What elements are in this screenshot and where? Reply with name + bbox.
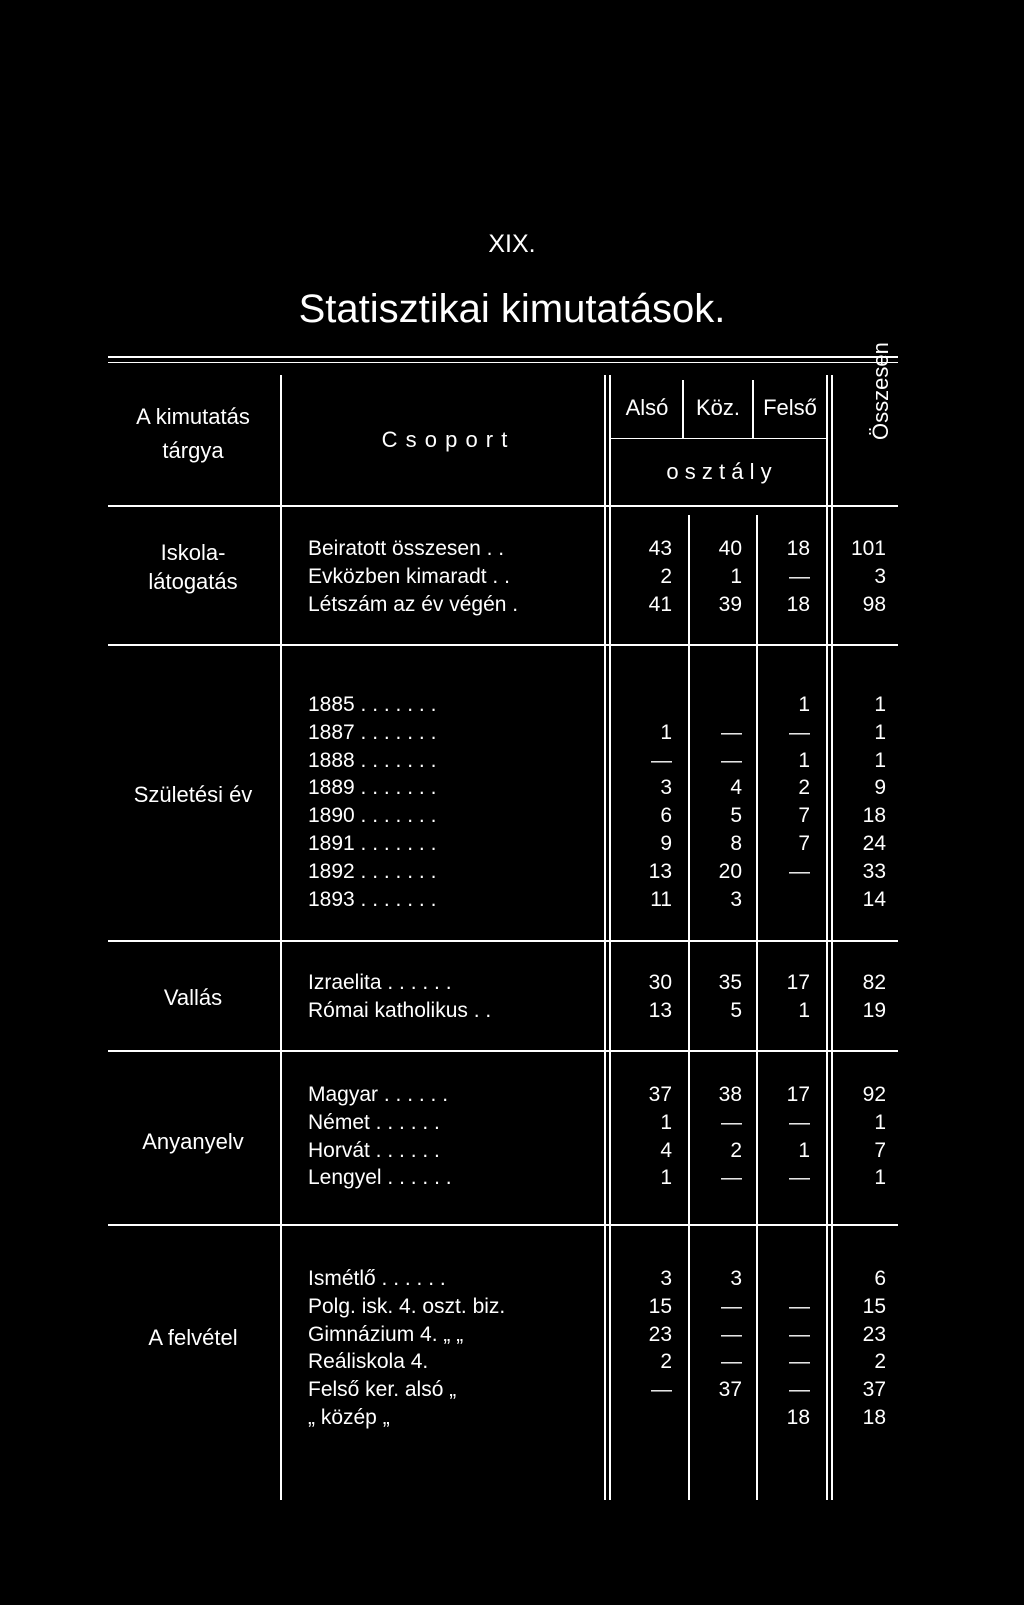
cell-felso: — — [789, 1294, 810, 1318]
page-number: XIX. — [488, 230, 536, 258]
header-group: C s o p o r t — [381, 427, 509, 452]
cell-total: 1 — [874, 693, 886, 716]
row-label: „ közép „ — [308, 1406, 390, 1429]
cell-koz: — — [721, 1350, 742, 1374]
cell-koz: 3 — [730, 1267, 742, 1290]
cell-total: 19 — [862, 998, 886, 1022]
section-rule — [108, 1050, 898, 1052]
row-label: Római katholikus . . — [308, 998, 492, 1022]
cell-total: 3 — [874, 564, 886, 588]
cell-total: 18 — [862, 1406, 886, 1429]
cell-total: 7 — [874, 1138, 886, 1162]
table-row — [0, 1293, 1024, 1321]
cell-also: 41 — [648, 592, 672, 616]
cell-felso: — — [789, 859, 810, 883]
row-label: 1889 . . . . . . . — [308, 776, 437, 800]
table-row — [0, 1109, 1024, 1137]
cell-felso: — — [789, 1378, 810, 1402]
cell-felso: — — [789, 1322, 810, 1346]
cell-felso: 7 — [798, 804, 810, 828]
row-label: Reáliskola 4. — [308, 1350, 429, 1374]
cell-felso: — — [789, 564, 810, 588]
cell-felso: 1 — [798, 693, 810, 716]
cell-total: 1 — [874, 1110, 886, 1134]
header-subject — [118, 400, 268, 468]
table-row — [0, 1404, 1024, 1432]
table-row — [0, 719, 1024, 747]
cell-koz: — — [721, 1294, 742, 1318]
header-subject-line: A kimutatás — [136, 404, 250, 429]
cell-total: 23 — [862, 1322, 886, 1346]
cell-total: 24 — [862, 832, 886, 855]
cell-felso: — — [789, 720, 810, 744]
cell-total: 33 — [862, 859, 886, 883]
row-label: Horvát . . . . . . — [308, 1138, 440, 1162]
row-label: 1888 . . . . . . . — [308, 748, 437, 772]
table-row — [0, 1376, 1024, 1404]
cell-felso: 1 — [798, 1138, 810, 1162]
cell-koz: 39 — [718, 592, 742, 616]
table-row — [0, 1321, 1024, 1349]
section-rule — [108, 1224, 898, 1226]
table-row — [0, 1265, 1024, 1293]
row-label: Felső ker. alsó „ — [308, 1378, 457, 1402]
cell-total: 1 — [874, 748, 886, 772]
subject-vallas: Vallás — [163, 985, 223, 1010]
header-osszesen: Összesen — [868, 342, 893, 440]
cell-total: 37 — [862, 1378, 886, 1402]
cell-also: 1 — [660, 1166, 672, 1190]
header-koz: Köz. — [695, 395, 741, 420]
row-label: Ismétlő . . . . . . — [308, 1267, 446, 1290]
table-row — [0, 591, 1024, 619]
table-row — [0, 1137, 1024, 1165]
subject-szuletesi-ev: Születési év — [133, 782, 253, 807]
cell-also: 13 — [648, 998, 672, 1022]
row-label: Polg. isk. 4. oszt. biz. — [308, 1294, 506, 1318]
cell-also: 30 — [648, 971, 672, 994]
header-osztaly: o s z t á l y — [666, 459, 772, 484]
row-label: Beiratott összesen . . — [308, 537, 505, 560]
cell-felso: 2 — [798, 776, 810, 800]
cell-koz: 8 — [730, 832, 742, 855]
cell-also: 9 — [660, 832, 672, 855]
cell-felso: — — [789, 1110, 810, 1134]
cell-total: 101 — [850, 537, 886, 560]
table-row — [0, 747, 1024, 775]
cell-also: 11 — [650, 887, 672, 911]
cell-koz: 35 — [718, 971, 742, 994]
cell-koz: 38 — [718, 1083, 742, 1106]
cell-koz: — — [721, 1110, 742, 1134]
row-label: 1885 . . . . . . . — [308, 693, 437, 716]
section-rule — [108, 940, 898, 942]
cell-felso: 7 — [798, 832, 810, 855]
table-row — [0, 563, 1024, 591]
cell-koz: — — [721, 1322, 742, 1346]
cell-total: 18 — [862, 804, 886, 828]
cell-total: 1 — [874, 720, 886, 744]
cell-koz: 40 — [718, 537, 742, 560]
row-label: Létszám az év végén . — [308, 592, 519, 616]
table-row — [0, 1081, 1024, 1109]
cell-total: 98 — [862, 592, 886, 616]
table-row — [0, 1164, 1024, 1192]
cell-also: 23 — [648, 1322, 672, 1346]
cell-felso: 1 — [798, 998, 810, 1022]
cell-also: 15 — [648, 1294, 672, 1318]
section-rule — [108, 644, 898, 646]
cell-koz: — — [721, 748, 742, 772]
row-label: 1891 . . . . . . . — [308, 832, 437, 855]
page-title: Statisztikai kimutatások. — [298, 287, 726, 331]
row-label: Lengyel . . . . . . — [308, 1166, 452, 1190]
table-top-rule — [108, 356, 898, 358]
table-row — [0, 886, 1024, 914]
cell-felso: 17 — [786, 1083, 810, 1106]
row-label: Magyar . . . . . . — [308, 1083, 449, 1106]
cell-koz: 4 — [730, 776, 742, 800]
row-label: Német . . . . . . — [308, 1110, 440, 1134]
cell-felso: 17 — [786, 971, 810, 994]
cell-koz: 37 — [718, 1378, 742, 1402]
subject-line: látogatás — [148, 569, 238, 594]
cell-total: 14 — [862, 887, 886, 911]
cell-also: 2 — [660, 1350, 672, 1374]
table-top-rule-thin — [108, 362, 898, 363]
header-subject-line: tárgya — [162, 438, 224, 463]
cell-felso: — — [789, 1166, 810, 1190]
cell-koz: 1 — [730, 564, 742, 588]
cell-total: 9 — [874, 776, 886, 800]
table-row — [0, 830, 1024, 858]
cell-also: 37 — [648, 1083, 672, 1106]
table-row — [0, 802, 1024, 830]
cell-also: 13 — [648, 859, 672, 883]
cell-also: — — [651, 1378, 672, 1402]
header-bottom-rule — [108, 505, 898, 507]
cell-koz: 3 — [730, 887, 742, 911]
subject-anyanyelv: Anyanyelv — [142, 1129, 244, 1154]
cell-koz: — — [721, 720, 742, 744]
cell-also: 43 — [648, 537, 672, 560]
header-felso: Felső — [763, 395, 817, 420]
row-label: 1892 . . . . . . . — [308, 859, 437, 883]
cell-total: 2 — [874, 1350, 886, 1374]
subject-felvetel: A felvétel — [148, 1325, 238, 1350]
row-label: Izraelita . . . . . . — [308, 971, 452, 994]
table-row — [0, 997, 1024, 1025]
cell-koz: 2 — [730, 1138, 742, 1162]
header-also: Alsó — [625, 395, 669, 420]
header-inner-rule — [610, 438, 826, 439]
cell-also: 6 — [660, 804, 672, 828]
row-label: 1890 . . . . . . . — [308, 804, 437, 828]
cell-koz: 20 — [718, 859, 742, 883]
cell-koz: — — [721, 1166, 742, 1190]
cell-also: 3 — [660, 1267, 672, 1290]
table-row — [0, 535, 1024, 563]
row-label: 1893 . . . . . . . — [308, 887, 437, 911]
cell-total: 1 — [874, 1166, 886, 1190]
row-label: Gimnázium 4. „ „ — [308, 1322, 464, 1346]
cell-koz: 5 — [730, 804, 742, 828]
table-row — [0, 969, 1024, 997]
cell-total: 6 — [874, 1267, 886, 1290]
cell-total: 92 — [862, 1083, 886, 1106]
table-row — [0, 691, 1024, 719]
cell-felso: — — [789, 1350, 810, 1374]
cell-also: 4 — [660, 1138, 672, 1162]
cell-also: — — [651, 748, 672, 772]
table-row — [0, 858, 1024, 886]
cell-felso: 18 — [786, 537, 810, 560]
cell-felso: 18 — [786, 1406, 810, 1429]
cell-koz: 5 — [730, 998, 742, 1022]
row-label: Evközben kimaradt . . — [308, 564, 510, 588]
subject-line: Iskola- — [160, 540, 226, 565]
cell-total: 15 — [862, 1294, 886, 1318]
cell-also: 3 — [660, 776, 672, 800]
cell-felso: 18 — [786, 592, 810, 616]
cell-total: 82 — [862, 971, 886, 994]
row-label: 1887 . . . . . . . — [308, 720, 437, 744]
cell-also: 1 — [660, 1110, 672, 1134]
cell-also: 2 — [660, 564, 672, 588]
table-row — [0, 1348, 1024, 1376]
cell-also: 1 — [660, 720, 672, 744]
table-row — [0, 774, 1024, 802]
cell-felso: 1 — [798, 748, 810, 772]
